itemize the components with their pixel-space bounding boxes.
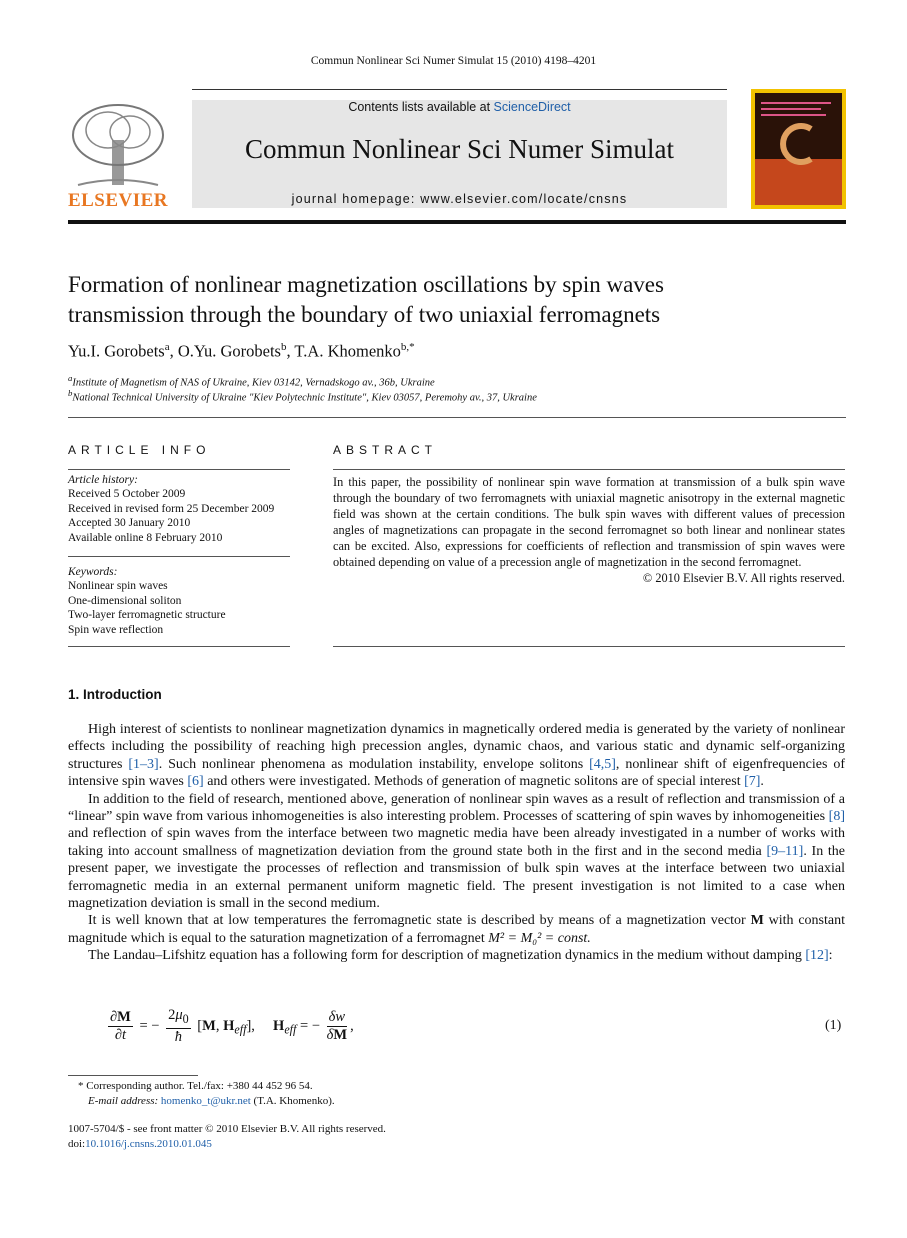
affiliation: $^a$Institute of Magnetism of NAS of Ukraine, Kiev 03142, Vernadskogo av., 36b, Ukraine: [68, 373, 435, 389]
keyword: One-dimensional soliton: [68, 594, 182, 607]
citation-link[interactable]: [4,5]: [589, 756, 616, 772]
citation-link[interactable]: [1–3]: [128, 756, 159, 772]
author-list: Yu.I. Gorobets$^a$, O.Yu. Gorobets$^b$, T.A. Khomenko$^{b,*}$: [68, 341, 415, 361]
divider: [68, 646, 290, 647]
email-link[interactable]: homenko_t@ukr.net: [160, 1094, 251, 1107]
journal-name: Commun Nonlinear Sci Numer Simulat: [245, 134, 674, 164]
author-name[interactable]: O.Yu. Gorobets: [177, 341, 281, 361]
contents-available: Contents lists available at ScienceDirect: [348, 100, 571, 114]
header-thick-rule: [68, 220, 846, 224]
citation-link[interactable]: [9–11]: [766, 843, 804, 859]
article-info-label: ARTICLE INFO: [68, 443, 211, 457]
sciencedirect-link[interactable]: ScienceDirect: [493, 100, 571, 114]
keywords: Keywords: Nonlinear spin waves One-dimensional soliton Two-layer ferromagnetic structure Spin wave reflection: [68, 565, 290, 637]
citation-link[interactable]: [12]: [805, 948, 829, 964]
divider: [333, 646, 845, 647]
journal-cover-image: [751, 89, 846, 209]
copyright: © 2010 Elsevier B.V. All rights reserved.: [642, 571, 845, 585]
paragraph: In addition to the field of research, mentioned above, generation of nonlinear spin waves as a result of reflection and transmission of a “linear” spin wave from various inhomogeneities is also interesting problem. Processes of scattering of spin waves by inhomogeneities [8] and reflection of spin waves from the interface between two magnetic media have been already investigated in a number of works with taking into account smallness of magnetization deviation from the ground state both in the first and in the second media [9–11]. In the present paper, we investigate the processes of reflection and transmission of bulk spin waves at the interface between two uniaxial ferromagnetic media in an external permanent uniform magnetic field. The present investigation is not limited to a case when magnetization deviation is small in the second medium.: [68, 791, 846, 912]
paragraph: The Landau–Lifshitz equation has a following form for description of magnetization dynamics in the medium without damping [12]:: [88, 948, 833, 964]
footnotes: * Corresponding author. Tel./fax: +380 44 452 96 54. E-mail address: homenko_t@ukr.net (T.A. Khomenko).: [78, 1080, 335, 1107]
intro-body: [68, 721, 845, 965]
doi-link[interactable]: 10.1016/j.cnsns.2010.01.045: [85, 1137, 212, 1150]
divider: [68, 417, 846, 418]
journal-homepage[interactable]: journal homepage: www.elsevier.com/locate/cnsns: [291, 192, 628, 206]
divider: [68, 556, 290, 557]
author-name[interactable]: Yu.I. Gorobets: [68, 341, 165, 361]
article-history: Article history: Received 5 October 2009 Received in revised form 25 December 2009 Accepted 30 January 2010 Available online 8 February 2010: [68, 474, 275, 544]
header-rule: [192, 89, 727, 90]
abstract-label: ABSTRACT: [333, 443, 438, 457]
paragraph: High interest of scientists to nonlinear magnetization dynamics in magnetically ordered media is generated by the variety of nonlinear effects including the possibility of reaching high precession angles, dynamic chaos, and various static and dynamic self-organizing structures [1–3]. Such nonlinear phenomena as modulation instability, envelope solitons [4,5], nonlinear shift of eigenfrequencies of intensive spin waves [6] and others were investigated. Methods of generation of magnetic solitons are of special interest [7].: [68, 722, 845, 790]
keyword: Spin wave reflection: [68, 623, 164, 636]
elsevier-wordmark: ELSEVIER: [67, 190, 169, 211]
equation-number: (1): [825, 1018, 842, 1033]
divider: [68, 469, 290, 470]
running-header: Commun Nonlinear Sci Numer Simulat 15 (2010) 4198–4201: [310, 55, 597, 67]
equation-1: $\frac{\partial M}{\partial t}$ = − $\frac{2\mu_0}{ħ}$ [M, $H_{eff}$], $H_{eff}$ = − $\frac{\delta w}{\delta M}$ ,: [110, 1007, 354, 1045]
article-title: Formation of nonlinear magnetization oscillations by spin waves transmission through the boundary of two uniaxial ferromagnets: [68, 272, 664, 327]
keyword: Nonlinear spin waves: [68, 580, 168, 593]
section-heading: 1. Introduction: [68, 687, 162, 702]
citation-link[interactable]: [8]: [828, 809, 845, 825]
divider: [333, 469, 845, 470]
front-matter: 1007-5704/$ - see front matter © 2010 Elsevier B.V. All rights reserved. doi:10.1016/j.cnsns.2010.01.045: [68, 1123, 386, 1150]
citation-link[interactable]: [6]: [187, 774, 204, 790]
footnote-rule: [68, 1075, 198, 1076]
affiliation: $^b$National Technical University of Ukraine "Kiev Polytechnic Institute", Kiev 03057, Peremohy av., 37, Ukraine: [68, 388, 537, 404]
author-name[interactable]: T.A. Khomenko: [294, 341, 401, 361]
citation-link[interactable]: [7]: [744, 774, 761, 790]
abstract-text: In this paper, the possibility of nonlinear spin wave formation at transmission of a bulk spin wave through the boundary of two ferromagnets with uniaxial magnetic anisotropy in the external magnetic field was shown at the certain conditions. The bulk spin waves with different values of precession angles of magnetizations can propagate in the second ferromagnet so both linear and nonlinear states can be excited. Also, expressions for coefficients of reflection and transmission of spin waves were obtained depending on value of a precession angle of magnetization in the second ferromagnet. © 2010 Elsevier B.V. All rights reserved.: [333, 475, 845, 585]
paragraph: It is well known that at low temperatures the ferromagnetic state is described by means of a magnetization vector M with constant magnitude which is equal to the saturation magnetization of a ferromagnet M² = M₀² = const.: [68, 913, 845, 946]
keyword: Two-layer ferromagnetic structure: [68, 609, 226, 622]
